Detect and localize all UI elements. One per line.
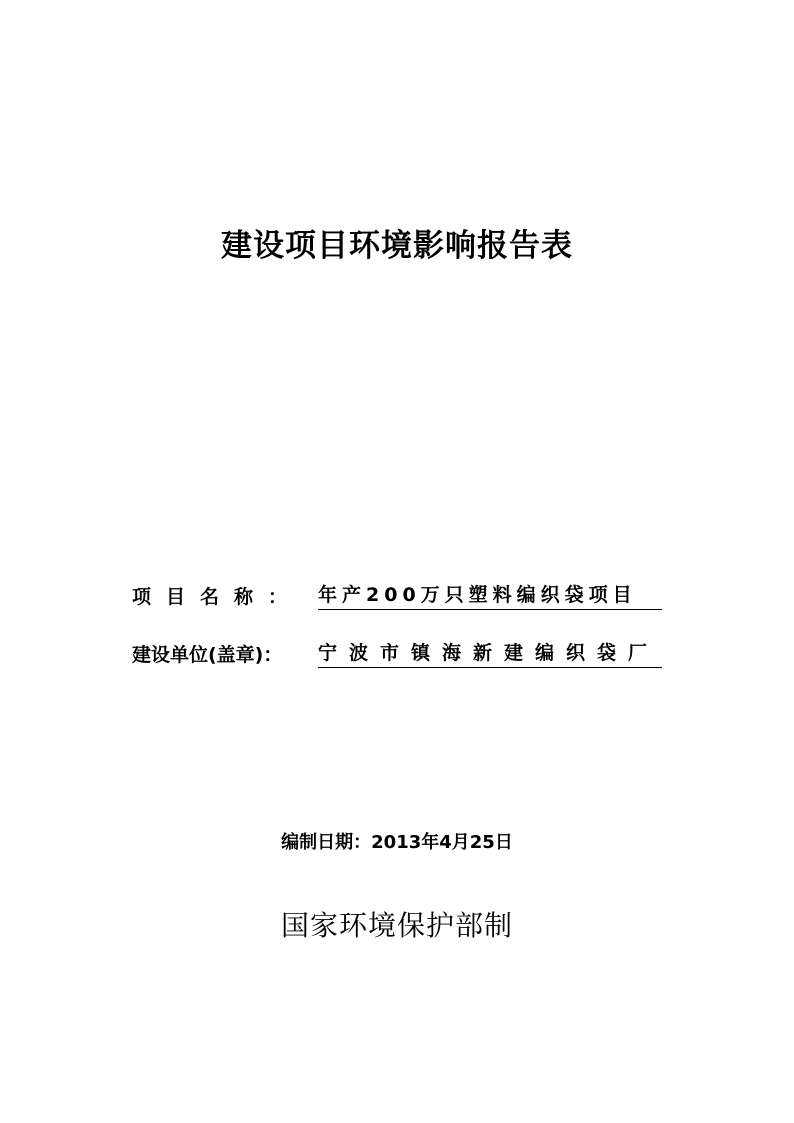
construction-unit-label: 建设单位(盖章)：: [132, 644, 283, 666]
compile-date: [0, 830, 794, 856]
construction-unit-row: [132, 636, 662, 668]
compile-date-label: 编制日期：: [281, 832, 372, 853]
project-name-value: 年产200万只塑料编织袋项目: [318, 582, 662, 610]
issuer: 国家环境保护部制: [280, 909, 513, 942]
report-title: 建设项目环境影响报告表: [221, 228, 573, 264]
compile-date-value: 2013年4月25日: [371, 832, 513, 853]
project-name-row: [132, 578, 662, 610]
construction-unit-value: 宁波市镇海新建编织袋厂: [318, 640, 662, 668]
project-name-label: 项目名称：: [132, 586, 303, 608]
